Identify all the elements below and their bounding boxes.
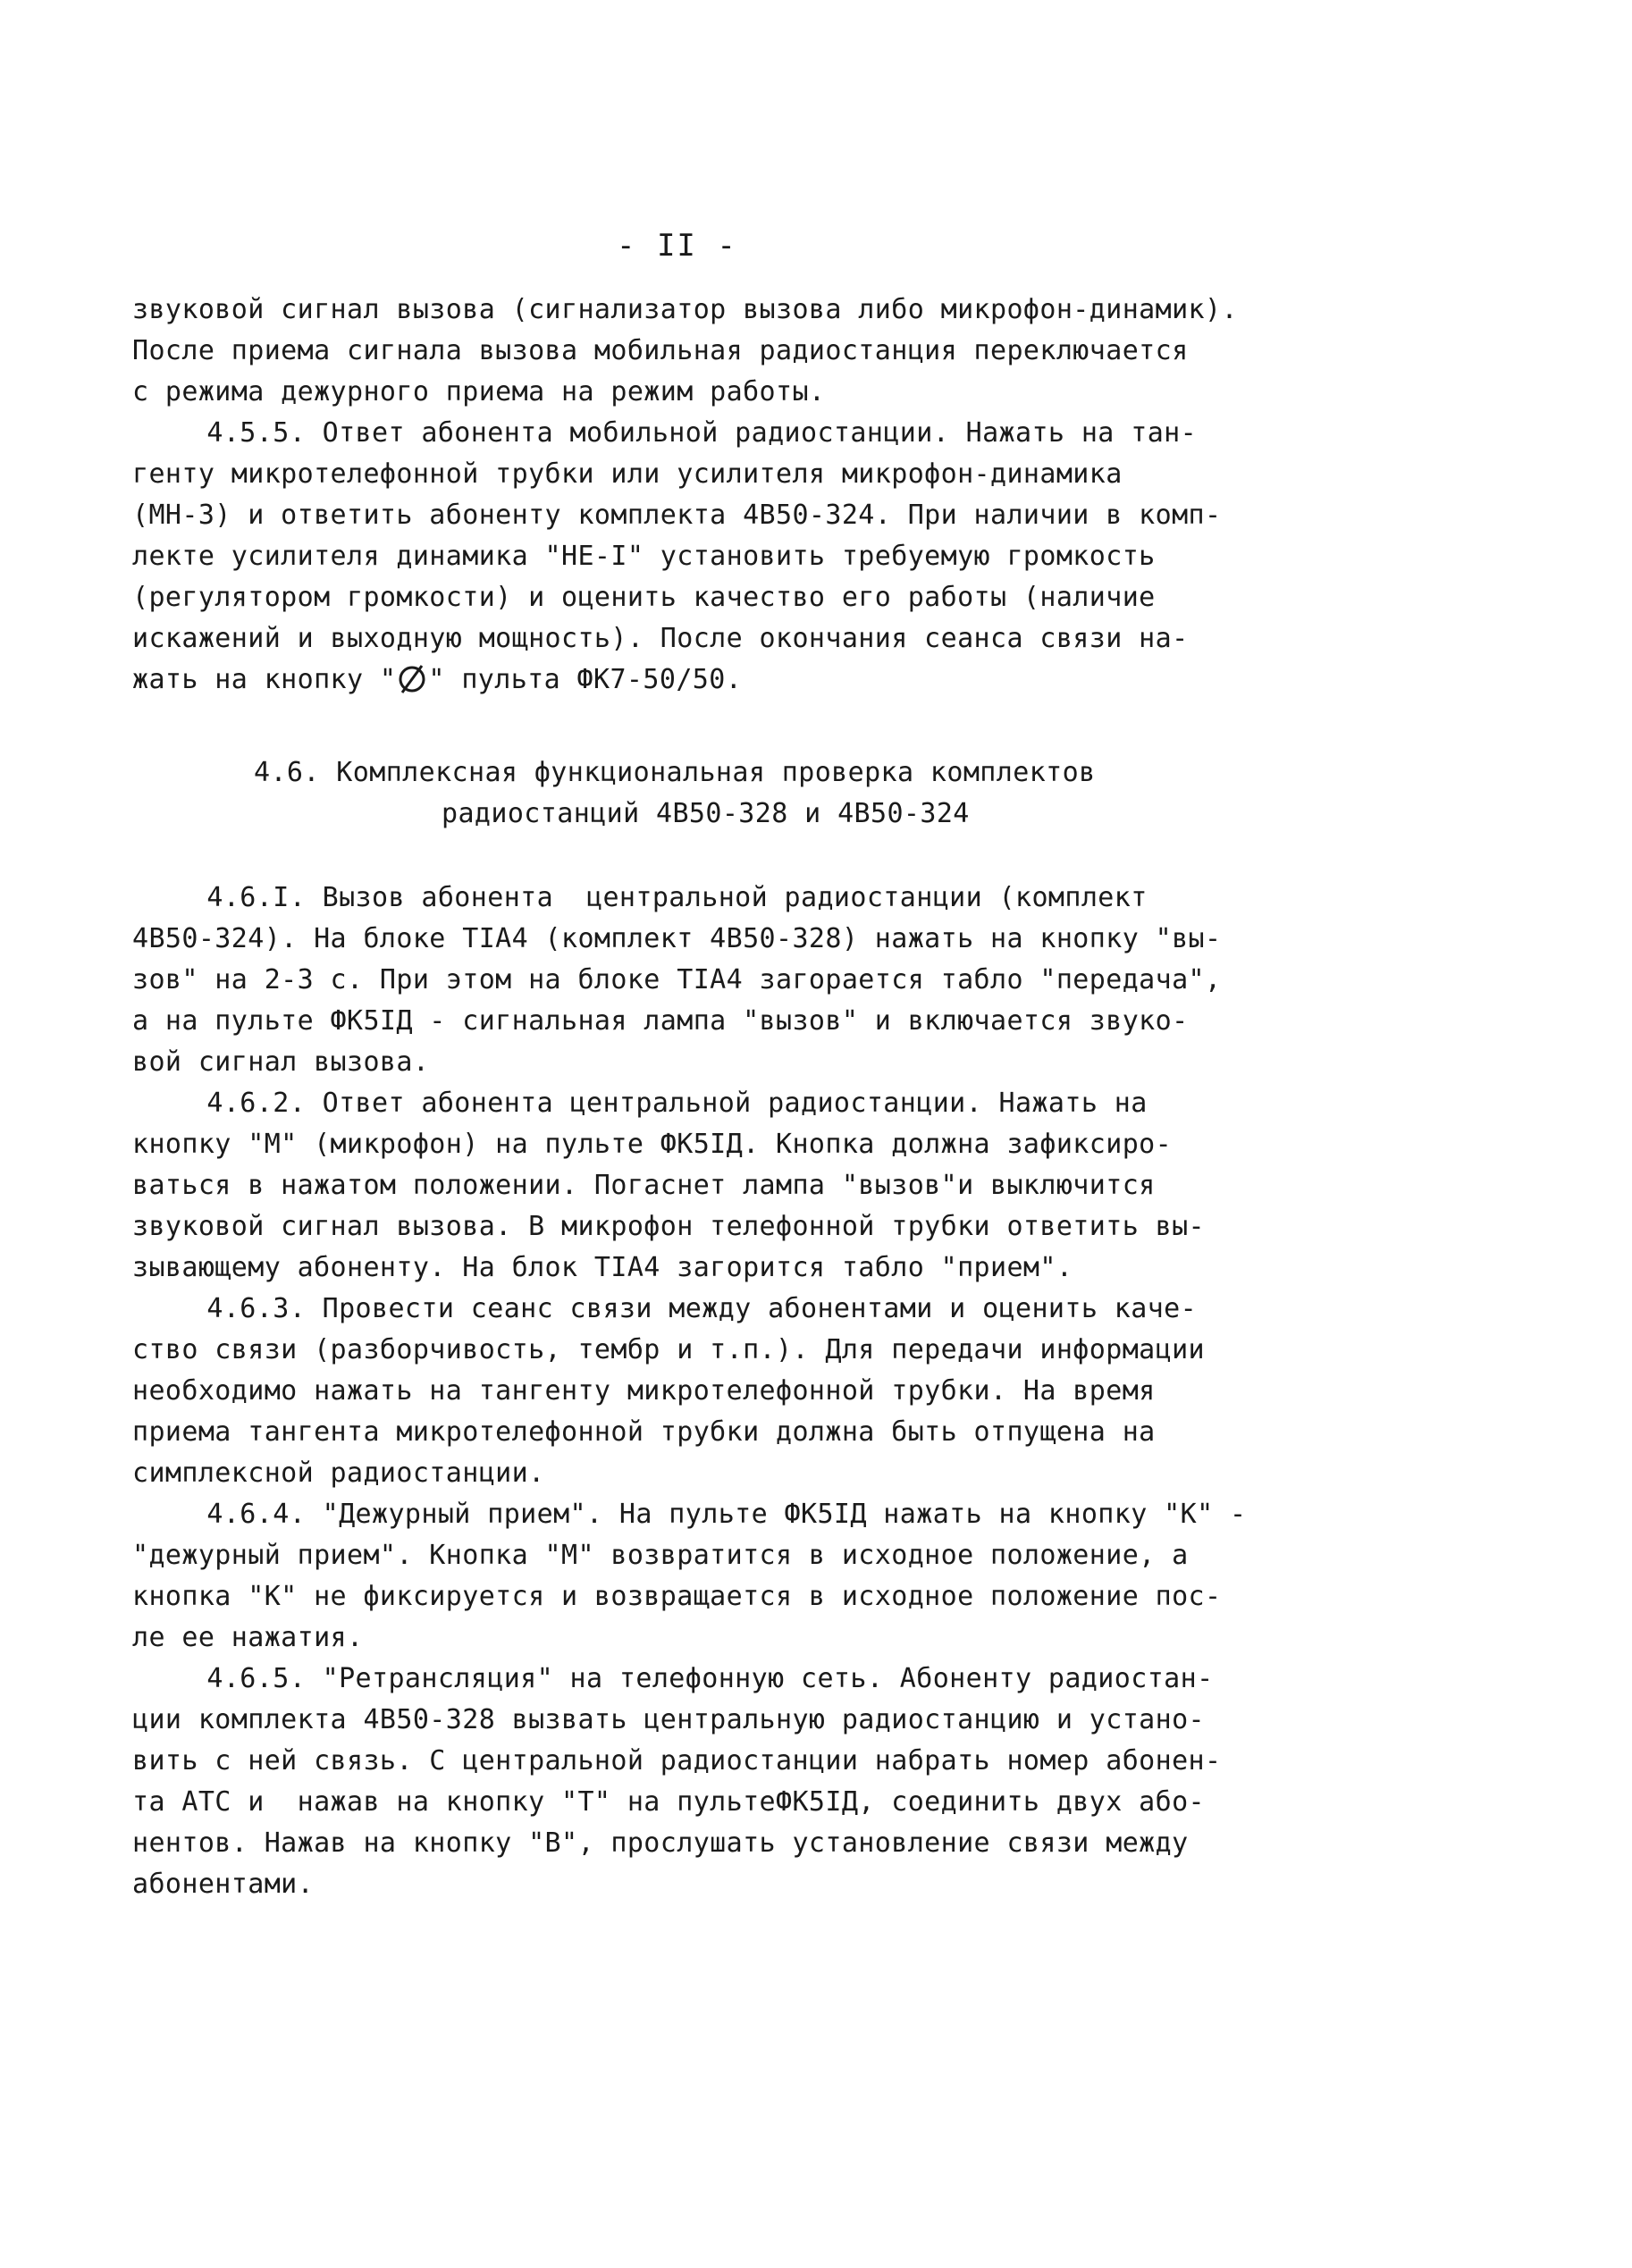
text-line: генту микротелефонной трубки или усилителя микрофон-динамика	[132, 458, 1123, 490]
text-line: вой сигнал вызова.	[132, 1046, 430, 1078]
text-line: кнопка "К" не фиксируется и возвращается в исходное положение пос-	[132, 1581, 1222, 1612]
text-line: та АТС и нажав на кнопку "Т" на пультеФК5IД, соединить двух або-	[132, 1786, 1205, 1818]
text-line: (МН-3) и ответить абоненту комплекта 4В50-324. При наличии в комп-	[132, 500, 1222, 531]
text-line: зывающему абоненту. На блок ТIА4 загорится табло "прием".	[132, 1252, 1073, 1283]
text-line: а на пульте ФК5IД - сигнальная лампа "вызов" и включается звуко-	[132, 1005, 1189, 1037]
text-line: "дежурный прием". Кнопка "М" возвратится в исходное положение, а	[132, 1540, 1189, 1571]
text-line: 4В50-324). На блоке ТIА4 (комплект 4В50-328) нажать на кнопку "вы-	[132, 923, 1222, 954]
text-line: 4.6.4. "Дежурный прием". На пульте ФК5IД нажать на кнопку "К" -	[157, 1499, 1247, 1530]
text-line: приема тангента микротелефонной трубки должна быть отпущена на	[132, 1416, 1156, 1448]
text-line: лекте усилителя динамика "НЕ-I" установить требуемую громкость	[132, 541, 1156, 572]
text-line: ции комплекта 4В50-328 вызвать центральную радиостанцию и устано-	[132, 1704, 1205, 1735]
text-line: ваться в нажатом положении. Погаснет лампа "вызов"и выключится	[132, 1170, 1156, 1201]
text-line: ство связи (разборчивость, тембр и т.п.). Для передачи информации	[132, 1334, 1205, 1365]
text-line: (регулятором громкости) и оценить качество его работы (наличие	[132, 582, 1156, 613]
text-line: ле ее нажатия.	[132, 1622, 364, 1653]
text-line: симплексной радиостанции.	[132, 1457, 545, 1489]
text-line: 4.6.5. "Ретрансляция" на телефонную сеть. Абоненту радиостан-	[157, 1663, 1214, 1694]
text-line	[132, 659, 742, 701]
text-line: необходимо нажать на тангенту микротелефонной трубки. На время	[132, 1375, 1156, 1407]
text-line: После приема сигнала вызова мобильная радиостанция переключается	[132, 335, 1189, 366]
text-line: звуковой сигнал вызова (сигнализатор вызова либо микрофон-динамик).	[132, 294, 1238, 325]
text-line: искажений и выходную мощность). После окончания сеанса связи на-	[132, 623, 1189, 654]
text-line: с режима дежурного приема на режим работы.	[132, 376, 826, 407]
null-symbol-icon	[396, 663, 428, 695]
text-line: кнопку "М" (микрофон) на пульте ФК5IД. Кнопка должна зафиксиро-	[132, 1129, 1173, 1160]
text-line: 4.6.3. Провести сеанс связи между абонентами и оценить каче-	[157, 1293, 1198, 1324]
text-fragment: " пульта ФК7-50/50.	[428, 664, 743, 695]
text-line: вить с ней связь. С центральной радиостанции набрать номер абонен-	[132, 1745, 1222, 1777]
heading-line: радиостанций 4В50-328 и 4В50-324	[442, 798, 970, 829]
text-line: 4.5.5. Ответ абонента мобильной радиостанции. Нажать на тан-	[157, 417, 1198, 449]
text-line: звуковой сигнал вызова. В микрофон телефонной трубки ответить вы-	[132, 1211, 1205, 1242]
heading-line: 4.6. Комплексная функциональная проверка комплектов	[254, 757, 1096, 788]
page-number: - II -	[617, 228, 737, 264]
text-line: 4.6.I. Вызов абонента центральной радиостанции (комплект	[157, 882, 1148, 913]
text-line: 4.6.2. Ответ абонента центральной радиостанции. Нажать на	[157, 1088, 1148, 1119]
text-line: зов" на 2-3 с. При этом на блоке ТIА4 загорается табло "передача",	[132, 964, 1222, 995]
text-line: абонентами.	[132, 1869, 315, 1900]
text-line: нентов. Нажав на кнопку "В", прослушать установление связи между	[132, 1827, 1189, 1859]
text-fragment: жать на кнопку "	[132, 664, 397, 695]
